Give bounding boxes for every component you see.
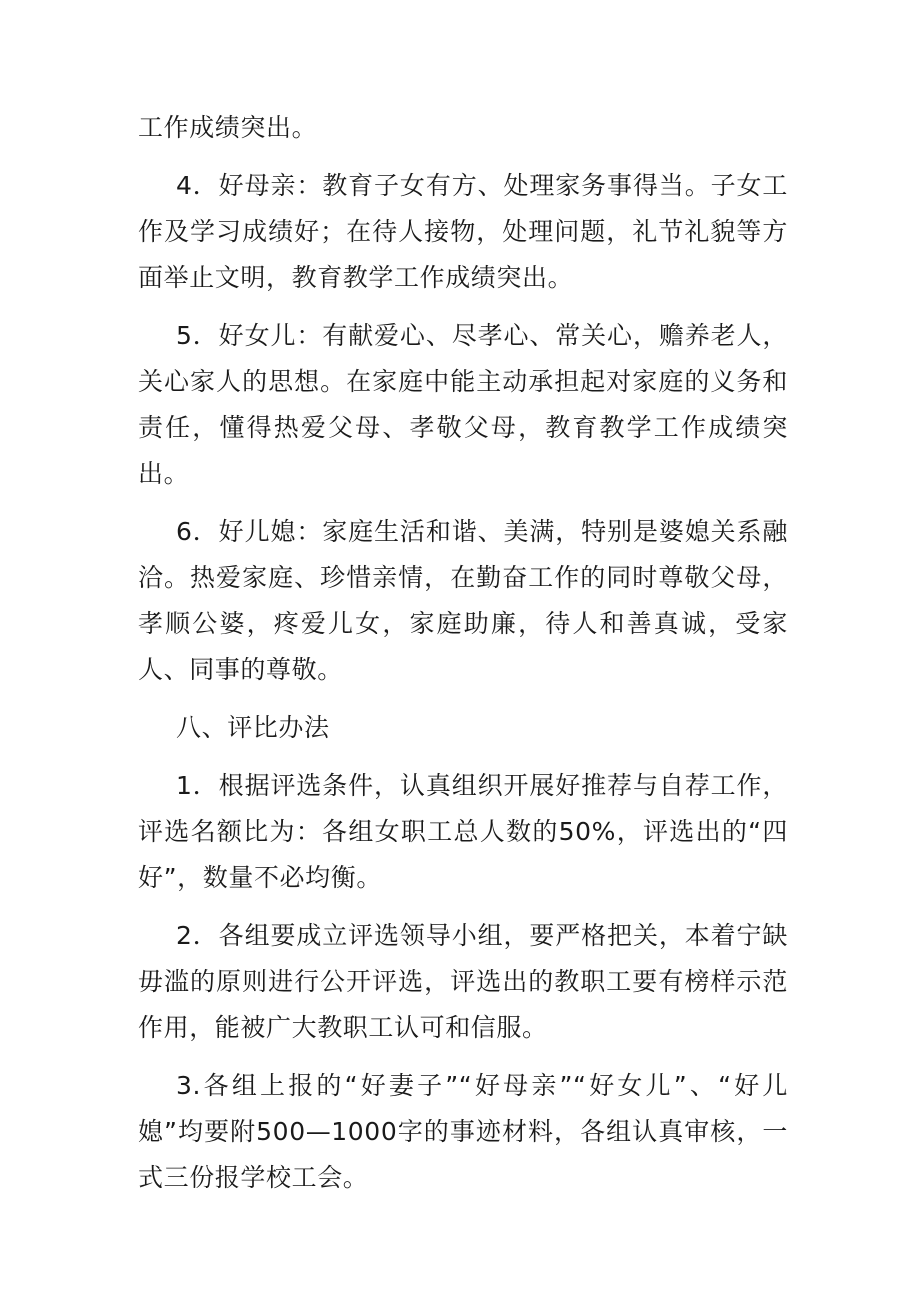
paragraph-method-2: 2．各组要成立评选领导小组，要严格把关，本着宁缺毋滥的原则进行公开评选，评选出的教职工要有榜样示范作用，能被广大教职工认可和信服。 [138,921,788,1042]
paragraph-good-daughter-in-law: 6．好儿媳：家庭生活和谐、美满，特别是婆媳关系融洽。热爱家庭、珍惜亲情，在勤奋工作的同时尊敬父母，孝顺公婆，疼爱儿女，家庭助廉，待人和善真诚，受家人、同事的尊敬。 [138,517,788,684]
paragraph-method-1: 1．根据评选条件，认真组织开展好推荐与自荐工作，评选名额比为：各组女职工总人数的50%，评选出的“四好”，数量不必均衡。 [138,771,788,892]
paragraph-good-daughter: 5．好女儿：有献爱心、尽孝心、常关心，赡养老人，关心家人的思想。在家庭中能主动承担起对家庭的义务和责任，懂得热爱父母、孝敬父母，教育教学工作成绩突出。 [138,321,788,488]
document-body [138,105,788,1213]
paragraph-continued: 工作成绩突出。 [138,113,318,142]
paragraph-method-3: 3.各组上报的“好妻子”“好母亲”“好女儿”、“好儿媳”均要附500—1000字的事迹材料，各组认真审核，一式三份报学校工会。 [138,1071,788,1192]
paragraph-good-mother: 4．好母亲：教育子女有方、处理家务事得当。子女工作及学习成绩好；在待人接物，处理问题，礼节礼貌等方面举止文明，教育教学工作成绩突出。 [138,171,788,292]
section-heading-evaluation-method: 八、评比办法 [176,713,330,742]
